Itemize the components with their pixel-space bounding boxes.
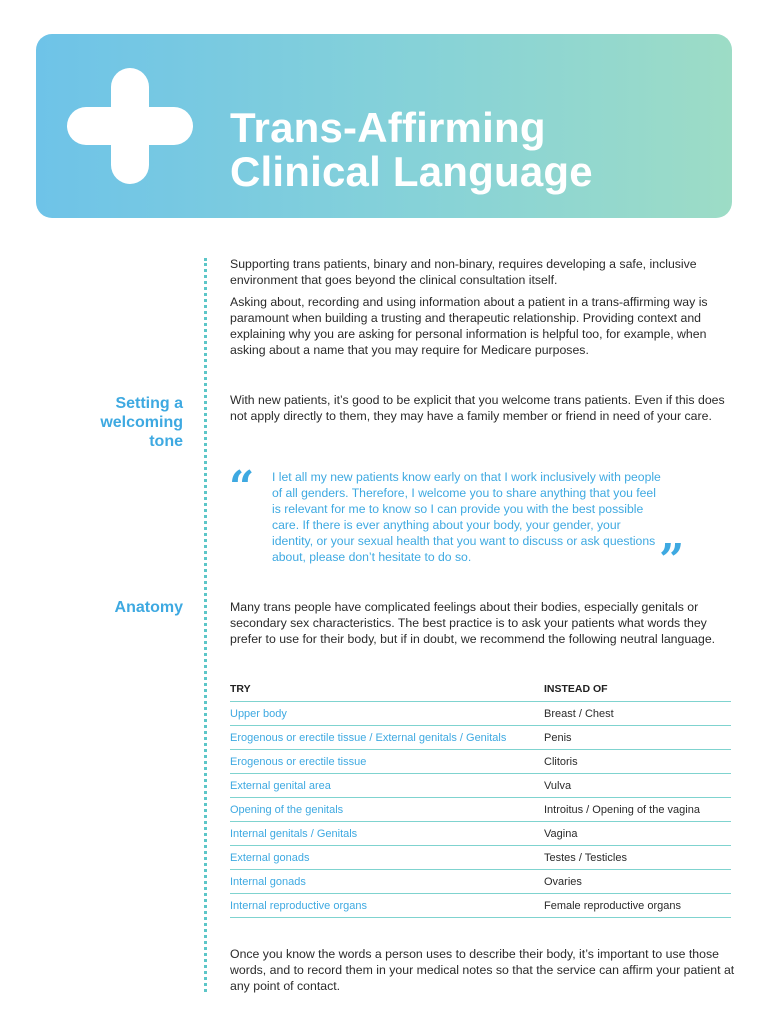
title-line-2: Clinical Language (230, 148, 593, 195)
table-row (230, 726, 731, 750)
cell-try: Internal reproductive organs (230, 899, 367, 912)
cell-instead-of: Introitus / Opening of the vagina (544, 803, 700, 816)
dotted-divider (204, 258, 207, 992)
cell-instead-of: Female reproductive organs (544, 899, 681, 912)
table-row (230, 750, 731, 774)
section-heading-welcoming (100, 394, 183, 451)
table-row (230, 774, 731, 798)
anatomy-paragraph: Many trans people have complicated feelings about their bodies, especially genitals or secondary sex characteristics. The best practice is to ask your patients what words they prefer to use for their body, but if in doubt, we recommend the following neutral language. (230, 600, 716, 646)
cell-try: Internal genitals / Genitals (230, 827, 358, 840)
column-header-instead-of: INSTEAD OF (544, 683, 608, 695)
cell-try: External gonads (230, 851, 310, 864)
patient-quote: I let all my new patients know early on that I work inclusively with people of all genders. Therefore, I welcome you to share anything that you feel is relevant for me to know so I can provide you with the best possible care. If there is ever anything about your body, your gender, your identity, or your sexual health that you want to discuss or ask questions about, please don’t hesitate to do so. (272, 470, 661, 564)
cell-try: Upper body (230, 707, 287, 720)
title-line-1: Trans-Affirming (230, 104, 546, 151)
cell-instead-of: Breast / Chest (544, 707, 614, 720)
heading-line: Setting a (115, 395, 183, 412)
section-heading-anatomy: Anatomy (114, 599, 183, 616)
close-quote-icon: ” (659, 535, 685, 586)
cell-instead-of: Vulva (544, 779, 572, 792)
table-row (230, 798, 731, 822)
table-header (230, 683, 731, 702)
table-row (230, 702, 731, 726)
intro-paragraph-1: Supporting trans patients, binary and non-binary, requires developing a safe, inclusive environment that goes beyond the clinical consultation itself. (230, 257, 697, 287)
language-table (230, 683, 731, 918)
table-row (230, 870, 731, 894)
table-row (230, 846, 731, 870)
page-title (230, 106, 593, 194)
open-quote-icon: “ (229, 462, 255, 513)
cell-try: Internal gonads (230, 875, 306, 888)
cell-instead-of: Vagina (544, 827, 578, 840)
cell-try: Erogenous or erectile tissue / External genitals / Genitals (230, 731, 507, 744)
intro-paragraph-2: Asking about, recording and using information about a patient in a trans-affirming way is paramount when building a trusting and therapeutic relationship. Providing context and explaining why you are asking for personal information is helpful too, for example, when asking about a name that you may require for Medicare purposes. (230, 295, 708, 357)
cell-instead-of: Testes / Testicles (544, 851, 627, 864)
cell-instead-of: Penis (544, 731, 572, 744)
welcoming-paragraph: With new patients, it’s good to be explicit that you welcome trans patients. Even if this does not apply directly to them, they may have a family member or friend in need of your care. (230, 393, 725, 423)
heading-line: tone (149, 433, 183, 450)
table-row (230, 822, 731, 846)
cell-try: External genital area (230, 779, 331, 792)
plus-cross-icon-bar (67, 107, 193, 145)
closing-paragraph: Once you know the words a person uses to describe their body, it’s important to use those words, and to record them in your medical notes so that the service can affirm your patient at any point of contact. (230, 947, 735, 993)
cell-instead-of: Clitoris (544, 755, 578, 768)
table-row (230, 894, 731, 918)
cell-try: Opening of the genitals (230, 803, 344, 816)
column-header-try: TRY (230, 683, 251, 695)
cell-try: Erogenous or erectile tissue (230, 755, 367, 768)
heading-line: welcoming (100, 414, 183, 431)
cell-instead-of: Ovaries (544, 875, 582, 888)
